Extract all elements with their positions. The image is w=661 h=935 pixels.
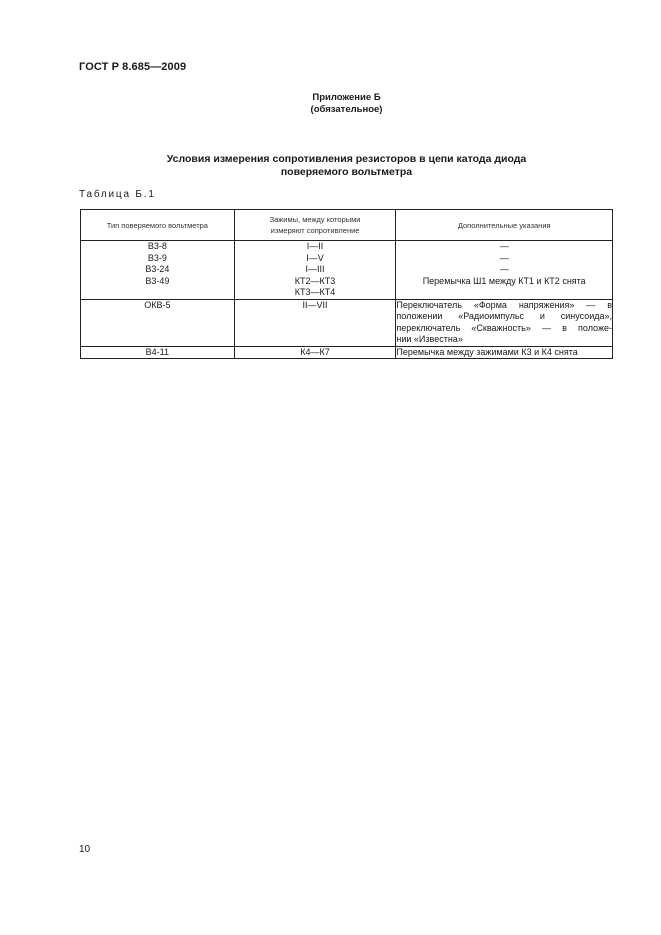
header-terminals-line-2: измеряют сопротивление <box>270 226 360 235</box>
note-line: нии «Известна» <box>396 334 463 344</box>
voltmeter-type-cell <box>81 241 235 300</box>
terminal-pair: КТ2—КТ3 <box>294 275 336 286</box>
conditions-table <box>80 209 613 359</box>
table-row <box>81 346 613 359</box>
header-terminals-line-1: Зажимы, между которыми <box>269 215 361 224</box>
terminal-pair: II—VII <box>302 299 328 310</box>
note-line: — <box>499 264 509 274</box>
terminal-pair: I—V <box>306 252 324 263</box>
note-line: — <box>499 252 509 263</box>
voltmeter-type: В3-24 <box>145 264 170 274</box>
table-row <box>81 299 613 346</box>
terminal-pair: К4—К7 <box>300 346 330 357</box>
notes-cell <box>396 346 613 359</box>
terminal-pair: I—III <box>305 264 325 274</box>
voltmeter-type: В3-8 <box>147 241 167 251</box>
table-header-row <box>81 210 613 241</box>
header-notes: Дополнительные указания <box>396 210 613 241</box>
terminals-cell <box>234 241 396 300</box>
terminals-cell <box>234 299 396 346</box>
notes-cell <box>396 241 613 300</box>
terminal-pair: I—II <box>306 241 324 251</box>
terminals-cell <box>234 346 396 359</box>
section-title <box>0 153 661 179</box>
voltmeter-type: ОКВ-5 <box>144 299 171 310</box>
section-title-line-2: поверяемого вольтметра <box>280 166 413 178</box>
note-line: Перемычка между зажимами К3 и К4 снята <box>396 346 578 357</box>
note-line: Перемычка Ш1 между КТ1 и КТ2 снята <box>422 275 586 286</box>
voltmeter-type: В4-11 <box>145 346 170 357</box>
header-terminals <box>234 210 396 241</box>
appendix-title: Приложение Б <box>312 92 381 103</box>
appendix-status: (обязательное) <box>310 104 383 115</box>
page-number: 10 <box>79 844 91 855</box>
notes-cell <box>396 299 613 346</box>
table-row <box>81 241 613 300</box>
document-code: ГОСТ Р 8.685—2009 <box>79 61 187 73</box>
header-voltmeter-type: Тип поверяемого вольтметра <box>81 210 235 241</box>
note-line: — <box>499 241 509 251</box>
voltmeter-type-cell <box>81 299 235 346</box>
note-line: переключатель «Скважность» — в положе- <box>396 322 612 333</box>
note-line: Переключатель «Форма напряжения» — в <box>396 299 612 310</box>
section-title-line-1: Условия измерения сопротивления резисторов в цепи катода диода <box>166 153 527 165</box>
note-line: положении «Радиоимпульс и синусоида», <box>396 311 612 321</box>
voltmeter-type: В3-49 <box>145 275 170 286</box>
terminal-pair: КТ3—КТ4 <box>294 287 336 297</box>
voltmeter-type-cell <box>81 346 235 359</box>
appendix-heading <box>0 92 661 116</box>
voltmeter-type: В3-9 <box>147 252 167 263</box>
table-label: Таблица Б.1 <box>79 189 156 200</box>
